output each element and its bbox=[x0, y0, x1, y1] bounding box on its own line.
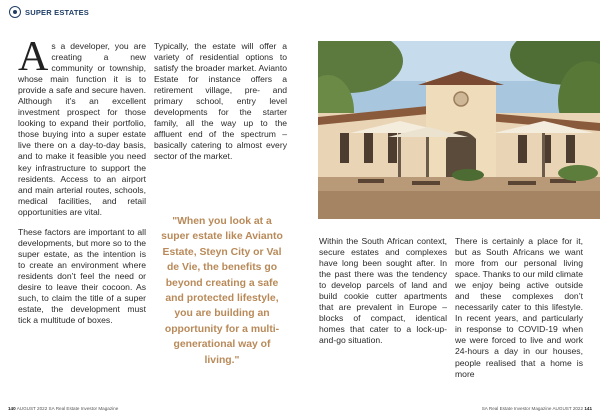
page-number: 140 bbox=[8, 406, 16, 411]
photo-illustration bbox=[318, 41, 600, 219]
article-column-4 bbox=[455, 236, 583, 389]
page-number: 141 bbox=[584, 406, 592, 411]
footer-right bbox=[482, 406, 592, 411]
drop-cap: A bbox=[18, 34, 49, 80]
estate-clubhouse-photo bbox=[318, 41, 600, 219]
article-paragraph: These factors are important to all developments, but more so to the super estate, as the intention is to create an environment where residents don’t feel the need or desire to leave their cocoon. As such, to claim the title of a super estate, the development must tick a multitude of boxes. bbox=[18, 226, 146, 326]
article-paragraph: There is certainly a place for it, but as South Africans we want more from our personal living space. Thanks to our mild climate we enjoy being active outside and these complexes don’t necessarily cater to this lifestyle. In recent years, and particularly in response to COVID-19 when we were forced to live and work 24-hours a day in our houses, people realised that a home is more bbox=[455, 236, 583, 379]
article-column-3 bbox=[319, 236, 447, 355]
article-column-1 bbox=[18, 34, 146, 335]
pull-quote: "When you look at a super estate like Avianto Estate, Steyn City or Val de Vie, the benefits go beyond creating a safe and protected lifestyle, you are building an opportunity for a multi-generational way of living." bbox=[161, 216, 283, 366]
section-title: SUPER ESTATES bbox=[25, 7, 89, 17]
estate-logo-icon bbox=[9, 6, 21, 18]
magazine-name: SA Real Estate Investor Magazine bbox=[48, 406, 119, 411]
issue-date: AUGUST 2022 bbox=[16, 406, 48, 411]
article-paragraph: Within the South African context, secure estates and complexes have long been sought after. In the past there was the tendency to develop parcels of land and build cookie cutter apartments that are prevalent in Europe – blocks of compact, identical homes that cater to a lock-up-and-go situation. bbox=[319, 236, 447, 346]
page-header bbox=[9, 6, 89, 18]
footer-left bbox=[8, 406, 118, 411]
article-paragraph bbox=[18, 34, 146, 218]
paragraph-text: s a developer, you are creating a new community or township, whose main function it is to provide a safe and secure haven. Although it’s an excellent investment prospect for those looking to expand their portfolio, those buying into a super estate live there on a day-to-day basis, and to make it feasible you need key infrastructure to support the residents. Access to an airport and main arterial routes, schools, medical facilities, and retail opportunities are vital. bbox=[18, 41, 146, 217]
article-column-2 bbox=[154, 41, 287, 172]
article-paragraph: Typically, the estate will offer a variety of residential options to satisfy the broader market. Avianto Estate for instance offers a retirement village, pre- and primary school, entry level developments for the starter family, all the way up to the affluent end of the spectrum – basically catering to almost every sector of the market. bbox=[154, 41, 287, 162]
issue-date: AUGUST 2022 bbox=[552, 406, 584, 411]
magazine-name: SA Real Estate Investor Magazine bbox=[481, 406, 552, 411]
